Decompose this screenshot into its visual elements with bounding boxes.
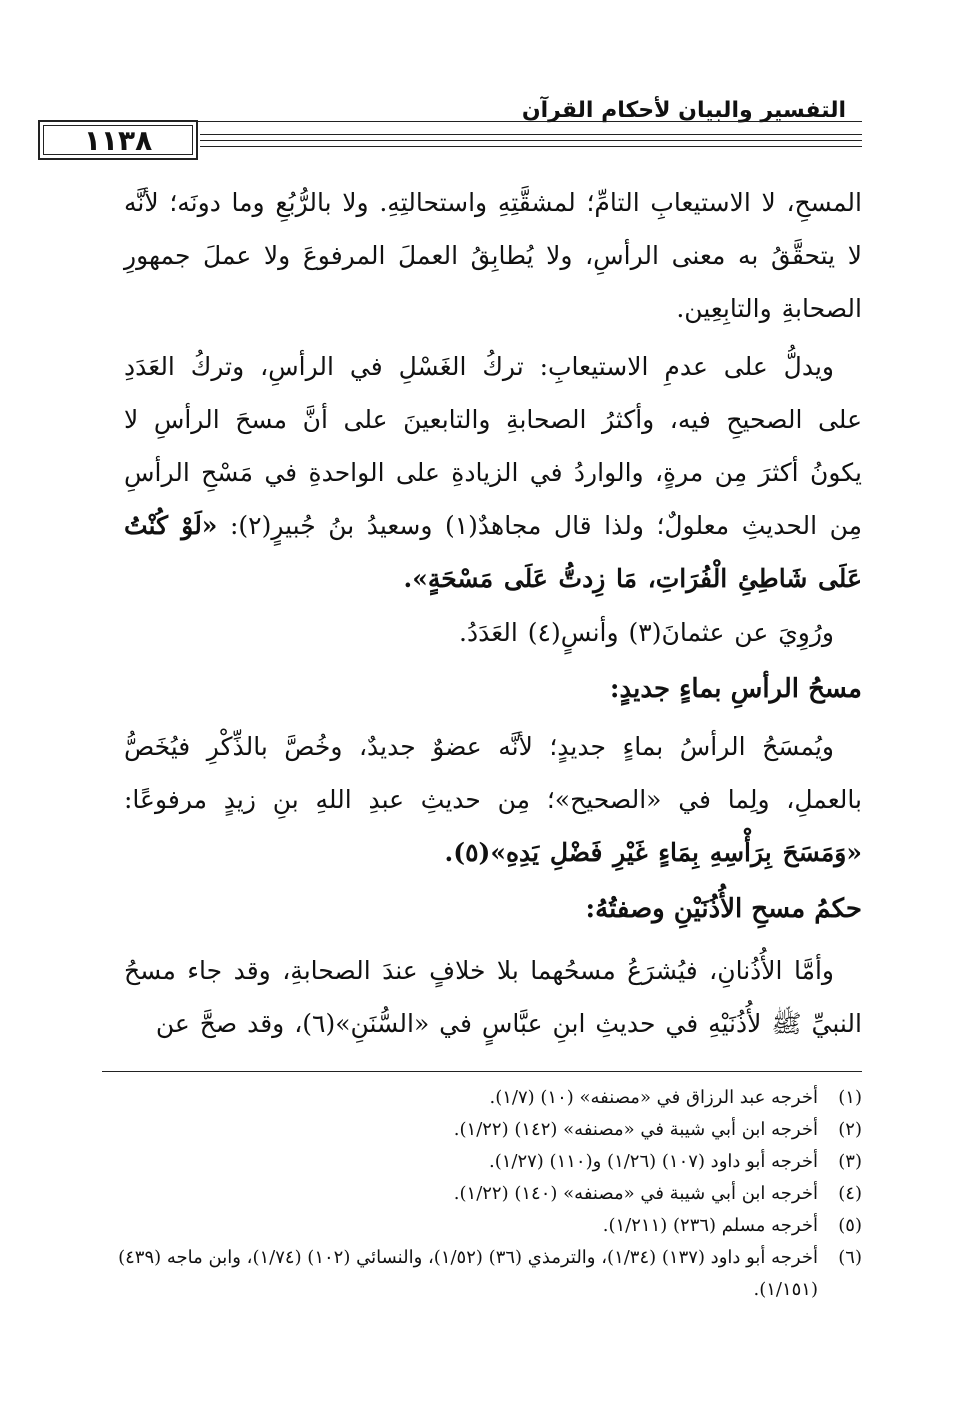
paragraph-5: [124, 944, 862, 1050]
footnote-separator: [102, 1071, 862, 1072]
paragraph-3-text: ورُوِيَ عن عثمانَ(٣) وأنسٍ(٤) العَدَدُ.: [459, 618, 834, 647]
footnote-item: [102, 1114, 862, 1146]
footnote-text: أخرجه ابن أبي شيبة في «مصنفه» (١٤٢) (١/٢٢).: [453, 1119, 818, 1140]
paragraph-2: [124, 340, 862, 605]
section-heading-ears: [124, 884, 862, 934]
footnote-text: أخرجه عبد الرزاق في «مصنفه» (١٠) (١/٧).: [489, 1087, 818, 1108]
paragraph-2-text: ويدلُّ على عدمِ الاستيعابِ: تركُ الغَسْلِ في الرأسِ، وتركُ العَدَدِ على الصحيحِ فيه، وأكثرُ الصحابةِ والتابعينَ على أنَّ مسحَ الرأسِ لا يكونُ أكثرَ مِن مرةٍ، والواردُ في الزيادةِ على الواحدةِ في مَسْحِ الرأسِ مِن الحديثِ معلولٌ؛ ولذا قال مجاهدٌ(١) وسعيدُ بنُ جُبيرٍ(٢):: [124, 352, 862, 540]
footnote-number: (٢): [838, 1119, 862, 1140]
footnote-number: (٣): [838, 1151, 862, 1172]
paragraph-4-quote: «وَمَسَحَ بِرَأْسِهِ بِمَاءٍ غَيْرِ فَضْلِ يَدِهِ»(٥).: [444, 838, 862, 867]
footnote-item: [102, 1082, 862, 1114]
footnote-number: (١): [838, 1087, 862, 1108]
footnote-text: أخرجه ابن أبي شيبة في «مصنفه» (١٤٠) (١/٢٢).: [453, 1183, 818, 1204]
paragraph-1: [124, 176, 862, 335]
footnote-item: [102, 1210, 862, 1242]
header-rule-right-3: [200, 146, 862, 147]
section-heading-ears-text: حكمُ مسحِ الأُذُنَيْنِ وصفتُهُ:: [585, 894, 862, 924]
footnote-number: (٦): [838, 1247, 862, 1268]
page-number-label: ١١٣٨: [83, 123, 153, 157]
paragraph-4: [124, 720, 862, 879]
footnote-text: أخرجه أبو داود (١٠٧) (١/٢٦) و(١١٠) (١/٢٧).: [488, 1151, 818, 1172]
paragraph-4-text: ويُمسَحُ الرأسُ بماءٍ جديدٍ؛ لأنَّه عضوٌ جديدٌ، وخُصَّ بالذِّكْرِ فيُخَصُّ بالعملِ، ولِما في «الصحيح»؛ مِن حديثِ عبدِ اللهِ بنِ زيدٍ مرفوعًا:: [124, 732, 862, 814]
running-header-title: التفسير والبيان لأحكام القرآن: [521, 98, 846, 123]
footnotes: [102, 1082, 862, 1306]
section-heading-new-water: [124, 664, 862, 714]
footnote-item: [102, 1242, 862, 1306]
paragraph-1-text: المسحِ، لا الاستيعابِ التامِّ؛ لمشقَّتِهِ واستحالتِهِ. ولا بالرُّبُعِ وما دونَه؛ لأنَّه لا يتحقَّقُ به معنى الرأسِ، ولا يُطابِقُ العملَ المرفوعَ ولا عملَ جمهورِ الصحابةِ والتابِعِين.: [124, 188, 862, 323]
footnote-number: (٤): [838, 1183, 862, 1204]
page-number: [38, 120, 198, 160]
footnote-text: أخرجه مسلم (٢٣٦) (١/٢١١).: [602, 1215, 818, 1236]
paragraph-3: [124, 606, 862, 659]
footnote-number: (٥): [838, 1215, 862, 1236]
paragraph-5-text: وأمَّا الأُذُنانِ، فيُشرَعُ مسحُهما بلا خلافٍ عندَ الصحابةِ، وقد جاء مسحُ النبيِّ ﷺ لأُذُنَيْهِ في حديثِ ابنِ عبَّاسٍ في «السُّنَنِ»(٦)، وقد صحَّ عن: [124, 956, 862, 1038]
footnote-item: [102, 1146, 862, 1178]
footnote-text: أخرجه أبو داود (١٣٧) (١/٣٤)، والترمذي (٣٦) (١/٥٢)، والنسائي (١٠٢) (١/٧٤)، وابن ماجه (٤٣٩) (١/١٥١).: [118, 1247, 818, 1300]
header-rule-right-2: [200, 140, 862, 141]
header-rule-right-1: [200, 134, 862, 135]
section-heading-new-water-text: مسحُ الرأسِ بماءٍ جديدٍ:: [609, 674, 862, 704]
footnote-item: [102, 1178, 862, 1210]
paragraph-2-quote: «لَوْ كُنْتُ عَلَى شَاطِئِ الْفُرَاتِ، مَا زِدتُّ عَلَى مَسْحَةٍ».: [124, 511, 862, 593]
